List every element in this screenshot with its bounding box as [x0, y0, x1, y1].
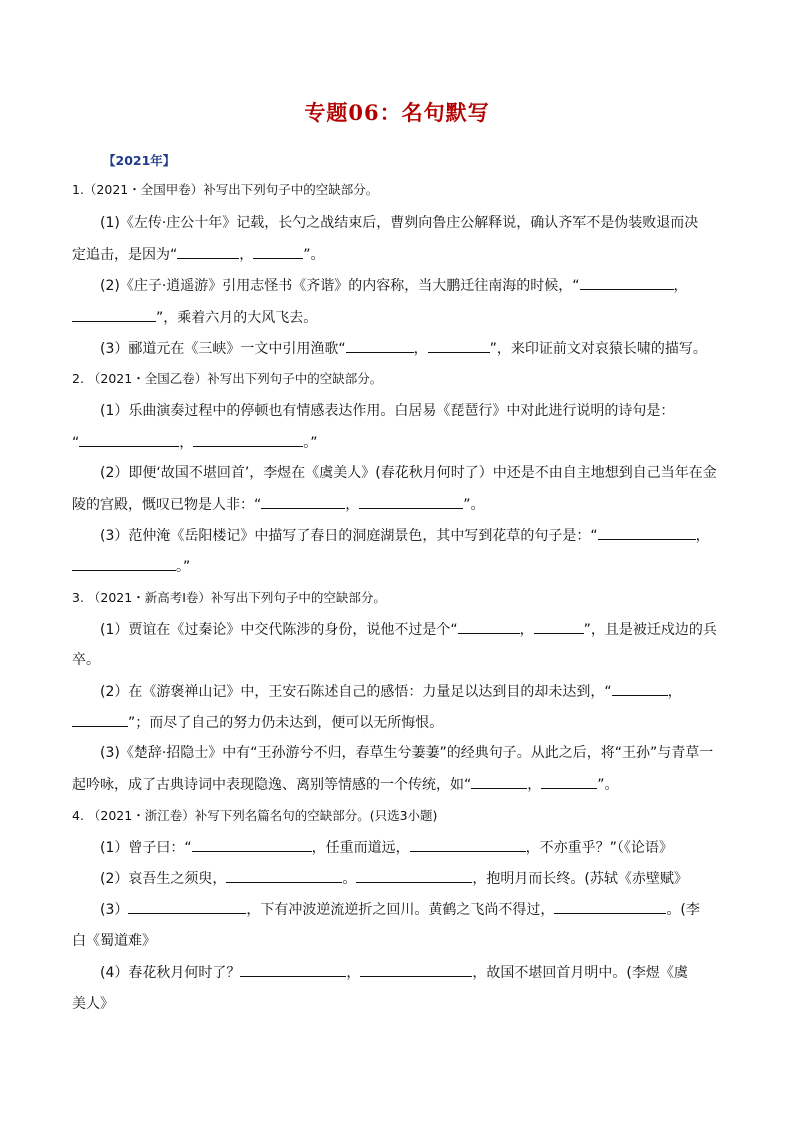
- question-1-2-line-2: ”，乘着六月的大风飞去。: [72, 307, 722, 328]
- answer-blank[interactable]: [471, 774, 527, 789]
- answer-blank[interactable]: [226, 868, 342, 883]
- question-4-heading: 4. （2021・浙江卷）补写下列名篇名句的空缺部分。(只选3小题): [72, 808, 438, 823]
- question-1-heading: 1.（2021・全国甲卷）补写出下列句子中的空缺部分。: [72, 182, 379, 197]
- question-1-2-line-1: (2)《庄子·逍遥游》引用志怪书《齐谐》的内容称，当大鹏迁往南海的时候，“ ，: [100, 275, 750, 296]
- question-3-2-line-2: ”；而尽了自己的努力仍未达到，便可以无所悔恨。: [72, 712, 722, 733]
- answer-blank[interactable]: [193, 432, 303, 447]
- answer-blank[interactable]: [177, 244, 239, 259]
- question-4-4-line-1: (4）春花秋月何时了？ ， ，故国不堪回首月明中。(李煜《虞: [100, 962, 750, 983]
- question-2-heading: 2. （2021・全国乙卷）补写出下列句子中的空缺部分。: [72, 371, 383, 386]
- question-1-1-line-1: (1)《左传·庄公十年》记载，长勺之战结束后，曹刿向鲁庄公解释说，确认齐军不是伪装败退而决: [100, 215, 699, 231]
- question-4-4-line-2: 美人》: [72, 996, 114, 1012]
- answer-blank[interactable]: [428, 338, 490, 353]
- question-3-1-line-2: 卒。: [72, 652, 100, 668]
- question-2-2-line-1: (2）即便‘故国不堪回首’，李煜在《虞美人》(春花秋月何时了）中还是不由自主地想到自己当年在金: [100, 465, 717, 481]
- answer-blank[interactable]: [72, 712, 128, 727]
- answer-blank[interactable]: [554, 899, 666, 914]
- question-4-3-line-2: 白《蜀道难》: [72, 933, 156, 949]
- answer-blank[interactable]: [541, 774, 597, 789]
- question-3-2-line-1: (2）在《游褒禅山记》中，王安石陈述自己的感悟：力量足以达到目的却未达到，“ ，: [100, 681, 750, 702]
- question-4-3-line-1: (3） ，下有冲波逆流逆折之回川。黄鹤之飞尚不得过， 。(李: [100, 899, 750, 920]
- question-4-2: (2）哀吾生之须臾， 。 ，抱明月而长终。(苏轼《赤壁赋》: [100, 868, 750, 889]
- question-2-3-line-2: 。”: [72, 556, 722, 577]
- answer-blank[interactable]: [580, 275, 674, 290]
- answer-blank[interactable]: [261, 494, 345, 509]
- answer-blank[interactable]: [598, 525, 696, 540]
- question-2-1-line-2: “ ， 。”: [72, 432, 722, 453]
- question-2-1-line-1: (1）乐曲演奏过程中的停顿也有情感表达作用。白居易《琵琶行》中对此进行说明的诗句是：: [100, 403, 675, 419]
- question-3-3-line-2: 起吟咏，成了古典诗词中表现隐逸、离别等情感的一个传统，如“ ， ”。: [72, 774, 722, 795]
- question-2-3-line-1: (3）范仲淹《岳阳楼记》中描写了春日的洞庭湖景色，其中写到花草的句子是：“ ，: [100, 525, 750, 546]
- answer-blank[interactable]: [359, 494, 463, 509]
- answer-blank[interactable]: [240, 962, 346, 977]
- answer-blank[interactable]: [72, 307, 156, 322]
- page-title: 专题06：名句默写: [304, 100, 490, 125]
- answer-blank[interactable]: [346, 338, 414, 353]
- answer-blank[interactable]: [356, 868, 472, 883]
- answer-blank[interactable]: [72, 556, 176, 571]
- question-3-1-line-1: (1）贾谊在《过秦论》中交代陈涉的身份，说他不过是个“ ， ”，且是被迁戍边的兵: [100, 619, 750, 640]
- answer-blank[interactable]: [192, 837, 312, 852]
- question-2-2-line-2: 陵的宫殿，慨叹已物是人非：“ ， ”。: [72, 494, 722, 515]
- question-4-1: (1）曾子曰：“ ，任重而道远， ，不亦重乎？”（《论语》: [100, 837, 750, 858]
- answer-blank[interactable]: [253, 244, 303, 259]
- year-label: 【2021年】: [103, 153, 176, 168]
- answer-blank[interactable]: [360, 962, 472, 977]
- question-1-1-line-2: 定追击，是因为“ ， ”。: [72, 244, 722, 265]
- answer-blank[interactable]: [612, 681, 668, 696]
- answer-blank[interactable]: [534, 619, 584, 634]
- question-1-3: (3）郦道元在《三峡》一文中引用渔歌“ ， ”，来印证前文对哀猿长啸的描写。: [100, 338, 750, 359]
- answer-blank[interactable]: [128, 899, 246, 914]
- answer-blank[interactable]: [458, 619, 520, 634]
- question-3-3-line-1: (3)《楚辞·招隐士》中有“王孙游兮不归，春草生兮萋萋”的经典句子。从此之后，将“王孙”与青草一: [100, 745, 714, 761]
- answer-blank[interactable]: [79, 432, 179, 447]
- question-3-heading: 3. （2021・新高考Ⅰ卷）补写出下列句子中的空缺部分。: [72, 590, 386, 605]
- answer-blank[interactable]: [410, 837, 526, 852]
